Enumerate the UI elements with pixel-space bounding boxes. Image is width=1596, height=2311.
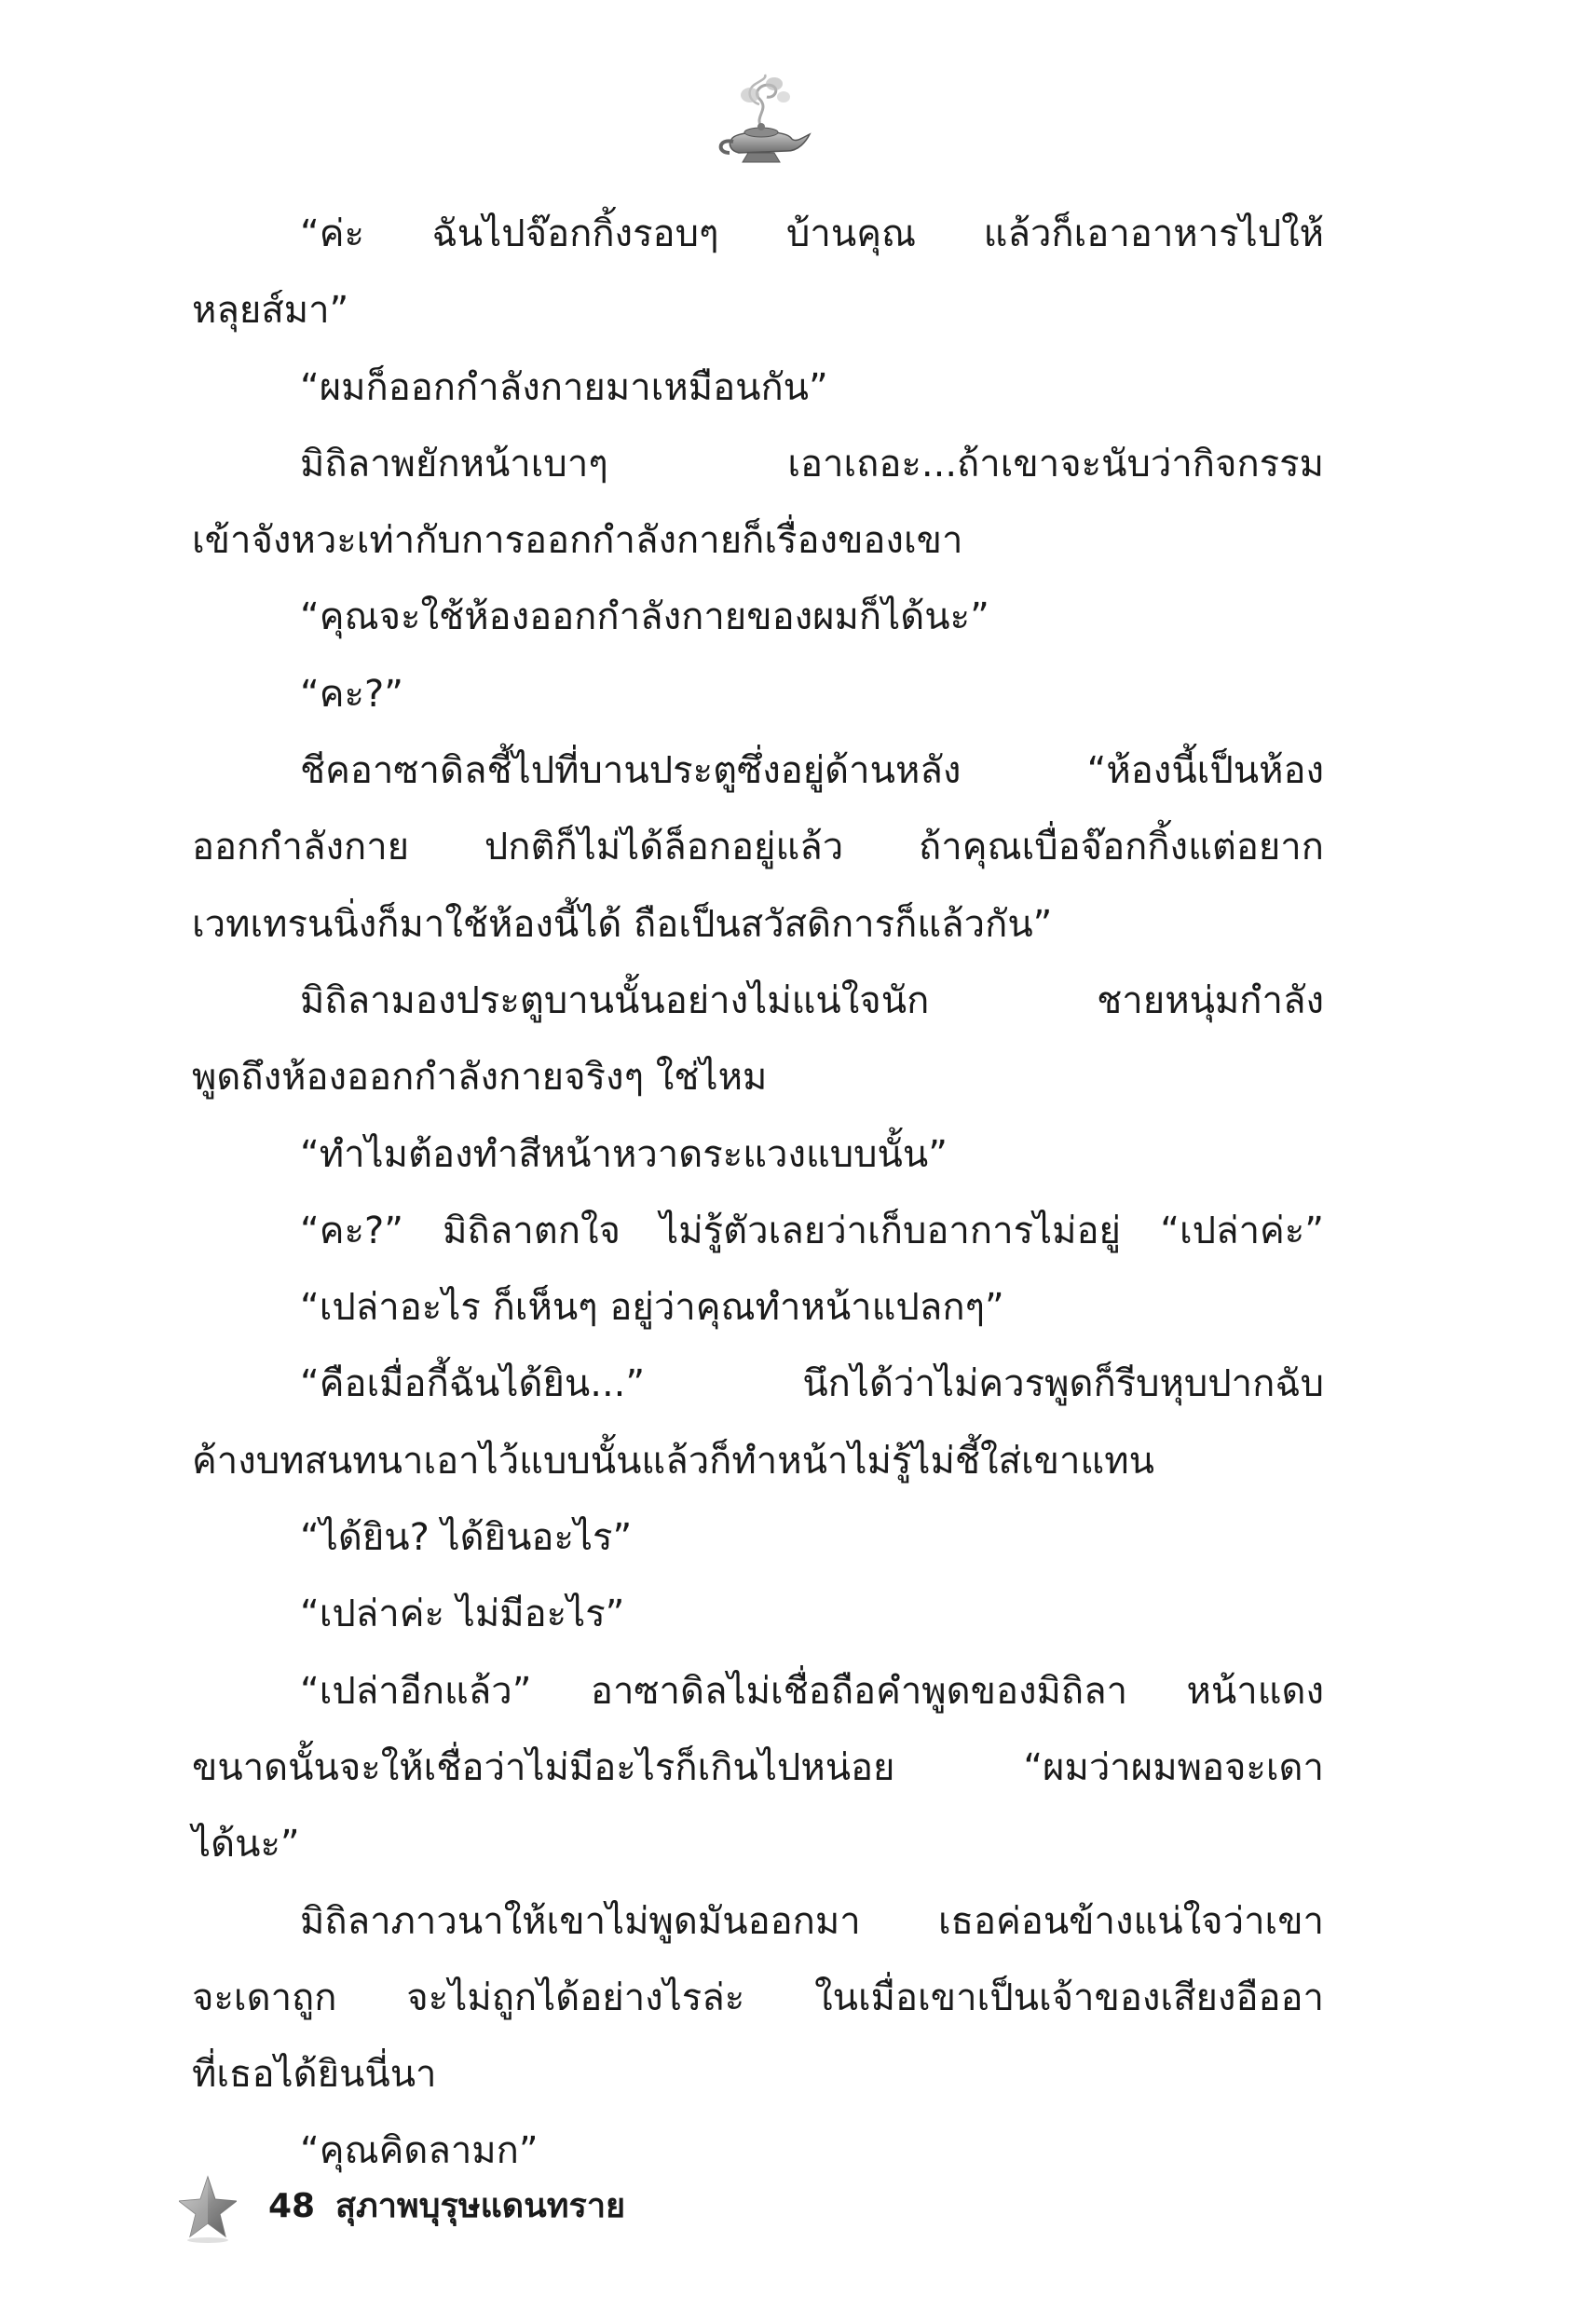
text-line: มิถิลามองประตูบานนั้นอย่างไม่แน่ใจนัก ชายหนุ่มกำลัง <box>300 978 1324 1022</box>
text-line: “เปล่าอีกแล้ว” อาซาดิลไม่เชื่อถือคำพูดของมิถิลา หน้าแดง <box>300 1669 1324 1713</box>
text-line: “ผมก็ออกกำลังกายมาเหมือนกัน” <box>300 365 828 409</box>
text-line: เข้าจังหวะเท่ากับการออกกำลังกายก็เรื่องของเขา <box>192 519 963 563</box>
star-icon <box>179 2175 237 2244</box>
text-line: “ทำไมต้องทำสีหน้าหวาดระแวงแบบนั้น” <box>300 1132 948 1176</box>
text-line: “คือเมื่อกี้ฉันได้ยิน...” นึกได้ว่าไม่ควรพูดก็รีบหุบปากฉับ <box>300 1362 1324 1406</box>
text-line: ขนาดนั้นจะให้เชื่อว่าไม่มีอะไรก็เกินไปหน่อย “ผมว่าผมพอจะเดา <box>192 1745 1324 1789</box>
text-line: “เปล่าอะไร ก็เห็นๆ อยู่ว่าคุณทำหน้าแปลกๆ” <box>300 1286 1004 1330</box>
genie-lamp-icon <box>705 73 817 175</box>
text-line: หลุยส์มา” <box>192 289 349 333</box>
text-line: ออกกำลังกาย ปกติก็ไม่ได้ล็อกอยู่แล้ว ถ้าคุณเบื่อจ๊อกกิ้งแต่อยาก <box>192 826 1324 869</box>
text-line: มิถิลาภาวนาให้เขาไม่พูดมันออกมา เธอค่อนข้างแน่ใจว่าเขา <box>300 1899 1324 1943</box>
text-line: ค้างบทสนทนาเอาไว้แบบนั้นแล้วก็ทำหน้าไม่รู้ไม่ชี้ใส่เขาแทน <box>192 1439 1154 1483</box>
body-text <box>192 196 1324 2190</box>
page-number: 48 <box>268 2187 316 2225</box>
text-line: เวทเทรนนิ่งก็มาใช้ห้องนี้ได้ ถือเป็นสวัสดิการก็แล้วกัน” <box>192 902 1053 946</box>
page-footer <box>179 2173 831 2248</box>
text-line: ชีคอาซาดิลชี้ไปที่บานประตูซึ่งอยู่ด้านหลัง “ห้องนี้เป็นห้อง <box>300 749 1324 793</box>
text-line: “คะ?” มิถิลาตกใจ ไม่รู้ตัวเลยว่าเก็บอาการไม่อยู่ “เปล่าค่ะ” <box>300 1209 1324 1252</box>
text-line: “คุณจะใช้ห้องออกกำลังกายของผมก็ได้นะ” <box>300 595 989 639</box>
book-title: สุภาพบุรุษแดนทราย <box>335 2187 626 2225</box>
text-line: ที่เธอได้ยินนี่นา <box>192 2053 437 2097</box>
text-line: “คุณคิดลามก” <box>300 2129 539 2173</box>
text-line: มิถิลาพยักหน้าเบาๆ เอาเถอะ...ถ้าเขาจะนับว่ากิจกรรม <box>300 442 1324 485</box>
text-line: ได้นะ” <box>192 1823 300 1867</box>
text-line: จะเดาถูก จะไม่ถูกได้อย่างไรล่ะ ในเมื่อเขาเป็นเจ้าของเสียงอืออา <box>192 1976 1324 2019</box>
text-line: “ได้ยิน? ได้ยินอะไร” <box>300 1516 633 1560</box>
text-line: “ค่ะ ฉันไปจ๊อกกิ้งรอบๆ บ้านคุณ แล้วก็เอาอาหารไปให้ <box>300 212 1324 255</box>
text-line: พูดถึงห้องออกกำลังกายจริงๆ ใช่ไหม <box>192 1056 768 1100</box>
text-line: “คะ?” <box>300 672 403 716</box>
text-line: “เปล่าค่ะ ไม่มีอะไร” <box>300 1593 625 1636</box>
